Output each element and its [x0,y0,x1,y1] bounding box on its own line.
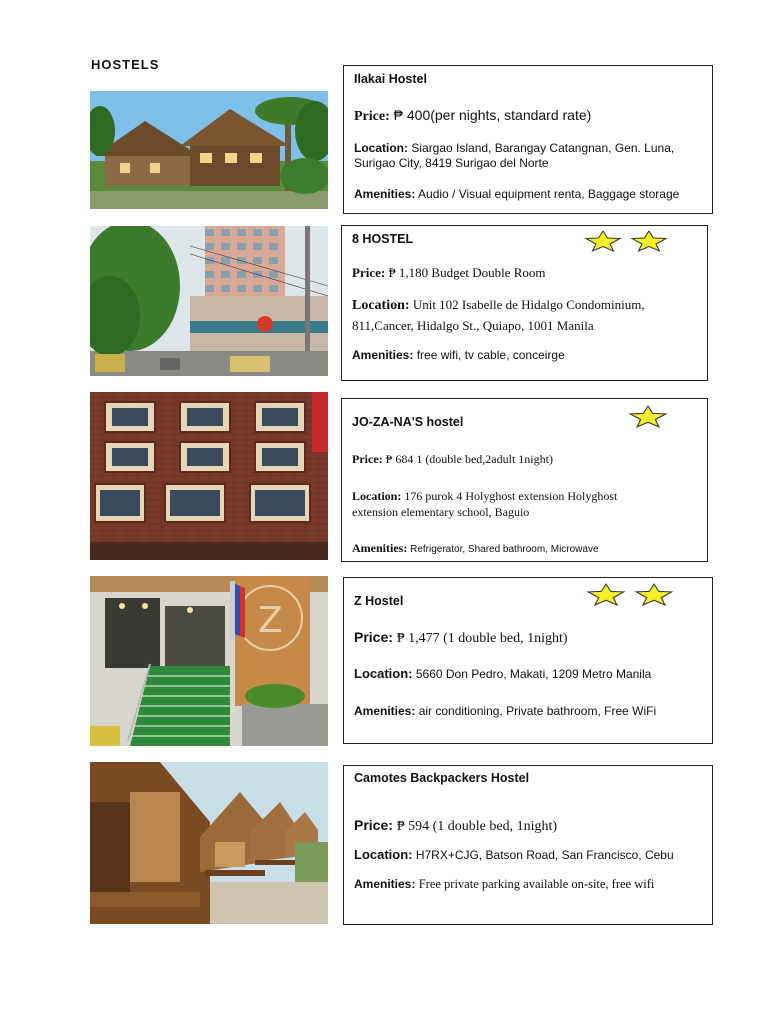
price-label: Price: [354,817,393,833]
price-value: ₱ 400(per nights, standard rate) [393,107,592,123]
location-row [354,847,704,862]
amenities-row [354,187,704,201]
amenities-value: Refrigerator, Shared bathroom, Microwave [410,544,599,555]
price-label: Price: [354,109,390,124]
price-value: ₱ 1,477 (1 double bed, 1night) [396,631,568,646]
location-row [352,489,699,504]
star-icon [630,230,668,252]
amenities-row [352,348,699,362]
amenities-label: Amenities: [352,348,414,362]
location-label: Location: [352,489,402,503]
location-line2: Surigao City, 8419 Surigao del Norte [354,156,549,170]
hostel-card-jozana [341,398,708,562]
location-line2: 811,Cancer, Hidalgo St., Quiapo, 1001 Manila [352,318,594,333]
hostel-name: Camotes Backpackers Hostel [354,771,530,785]
hostel-name: JO-ZA-NA'S hostel [352,415,464,429]
amenities-label: Amenities: [354,187,416,201]
location-value: 5660 Don Pedro, Makati, 1209 Metro Manila [415,667,652,681]
hostel-photo-ilakai [90,91,328,209]
price-label: Price: [354,629,393,645]
price-label: Price: [352,452,383,466]
star-icon [628,405,668,428]
star-rating [586,583,674,606]
location-line1: Siargao Island, Barangay Catangnan, Gen. Luna, [411,141,675,155]
hostel-card-ilakai [343,65,713,214]
price-value: ₱ 684 1 (double bed,2adult 1night) [385,452,553,466]
hostel-name: 8 HOSTEL [352,232,414,246]
location-label: Location: [354,666,413,681]
amenities-value: Free private parking available on-site, free wifi [418,877,655,891]
star-icon [584,230,622,252]
amenities-row [354,704,704,718]
price-value: ₱ 1,180 Budget Double Room [388,265,546,280]
hostel-card-8-hostel [341,225,708,381]
location-line1: Unit 102 Isabelle de Hidalgo Condominium, [412,297,645,312]
hostel-photo-jozana [90,392,328,560]
amenities-label: Amenities: [354,877,416,891]
amenities-value: Audio / Visual equipment renta, Baggage storage [418,187,680,201]
price-row [352,265,699,281]
page-heading: HOSTELS [91,57,160,72]
location-row [354,666,704,681]
hostel-name: Ilakai Hostel [354,72,427,86]
location-value: H7RX+CJG, Batson Road, San Francisco, Cebu [415,848,674,862]
hostel-card-z-hostel [343,577,713,744]
hostel-photo-8-hostel [90,226,328,376]
price-row [354,817,704,835]
star-rating [584,230,668,252]
svg-text:Z: Z [258,600,283,641]
location-line2: extension elementary school, Baguio [352,505,530,519]
hostel-photo-camotes [90,762,328,924]
amenities-value: air conditioning, Private bathroom, Free WiFi [418,704,657,718]
star-icon [586,583,626,606]
price-value: ₱ 594 (1 double bed, 1night) [396,819,558,834]
hostel-name: Z Hostel [354,594,404,608]
price-label: Price: [352,265,386,280]
price-row [354,107,704,125]
hostel-photo-z-hostel [90,576,328,746]
location-label: Location: [354,141,408,155]
hostel-card-camotes [343,765,713,925]
amenities-row [352,541,699,556]
star-icon [634,583,674,606]
location-row [352,297,699,314]
amenities-label: Amenities: [352,541,408,555]
price-row [354,629,704,647]
amenities-label: Amenities: [354,704,416,718]
location-line1: 176 purok 4 Holyghost extension Holyghost [404,489,618,503]
location-label: Location: [352,298,410,313]
amenities-row [354,877,704,892]
price-row [352,452,699,467]
location-label: Location: [354,847,413,862]
star-rating [628,405,668,428]
amenities-value: free wifi, tv cable, conceirge [416,348,565,362]
location-row [354,141,704,155]
